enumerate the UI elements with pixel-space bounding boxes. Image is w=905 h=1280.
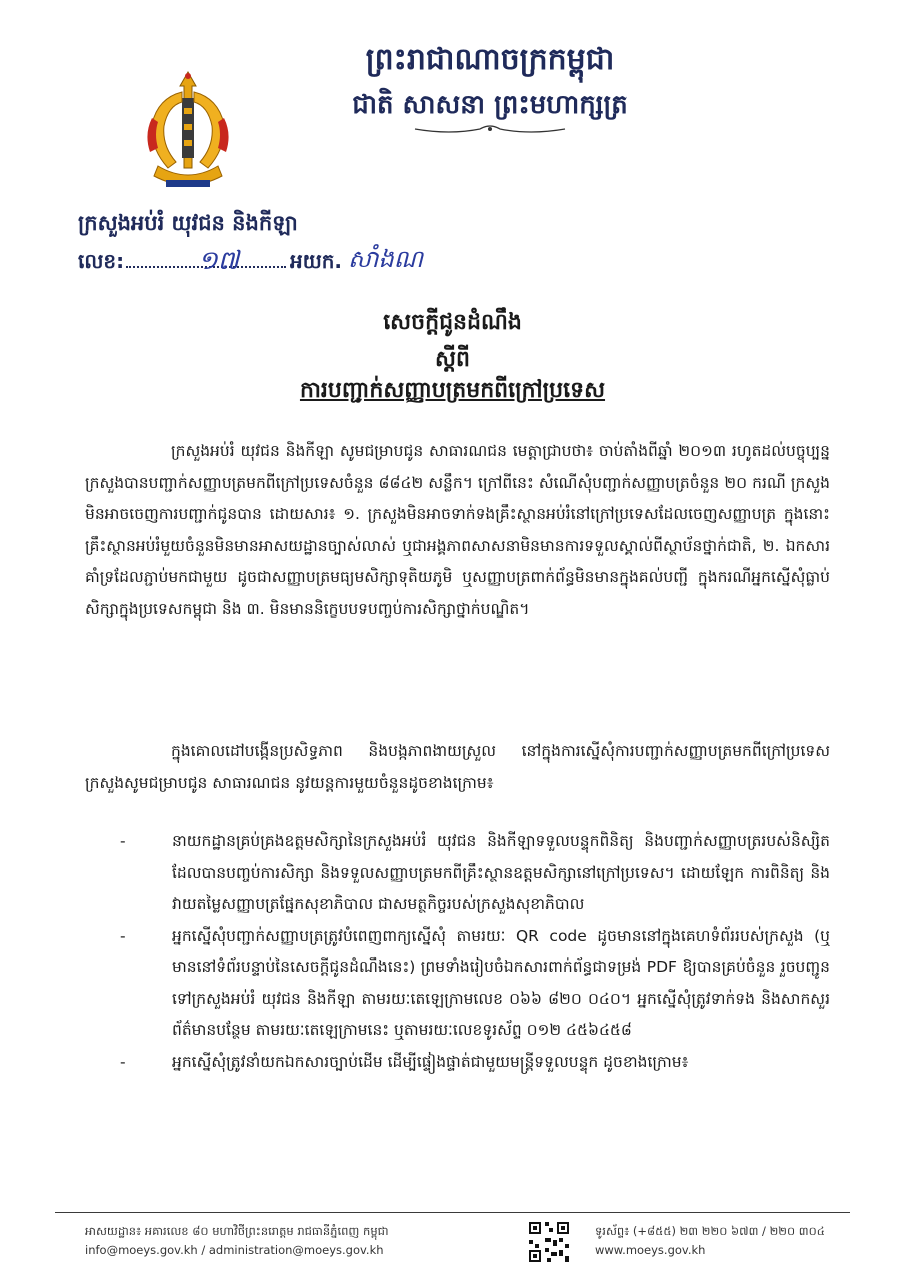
- list-item: [120, 921, 830, 1047]
- handwritten-number-code: សាំងណ: [348, 245, 423, 273]
- footer-divider: [55, 1212, 850, 1213]
- document-number: [78, 245, 423, 278]
- bullet-dash: -: [120, 926, 126, 945]
- list-item-text: អ្នកស្នើសុំបញ្ជាក់សញ្ញាបត្រត្រូវបំពេញពាក្យស្នើសុំ តាមរយៈ QR code ដូចមាននៅក្នុងគេហទំព័ររបស់ក្រសួង (ឬមាននៅទំព័របន្ទាប់នៃសេចក្តីជូនដំណឹងនេះ) ព្រមទាំងរៀបចំឯកសារពាក់ព័ន្ធជាទម្រង់ PDF ឱ្យបានគ្រប់ចំនួន រួចបញ្ជូនទៅក្រសួងអប់រំ យុវជន និងកីឡា តាមរយៈតេឡេក្រាមលេខ ០៦៦ ៨២០ ០៤០។ អ្នកស្នើសុំត្រូវទាក់ទង និងសាកសួរព័ត៌មានបន្ថែម តាមរយៈតេឡេក្រាមនេះ ឬតាមរយៈលេខទូរស័ព្ទ ០១២ ៤៥៦៤៥៨: [172, 926, 830, 1039]
- notice-subtitle-about: ស្តីពី: [435, 346, 470, 372]
- body-paragraph-1: ក្រសួងអប់រំ យុវជន និងកីឡា សូមជម្រាបជូន សាធារណជន មេត្តាជ្រាបថា៖ ចាប់តាំងពីឆ្នាំ ២០១៣ រហូតដល់បច្ចុប្បន្ន ក្រសួងបានបញ្ជាក់សញ្ញាបត្រមកពីក្រៅប្រទេសចំនួន ៨៨៤២ សន្លឹក។ ក្រៅពីនេះ សំណើសុំបញ្ជាក់សញ្ញាបត្រចំនួន ២០ ករណី ក្រសួងមិនអាចចេញការបញ្ជាក់ជូនបាន ដោយសារ៖ ១. ក្រសួងមិនអាចទាក់ទងគ្រឹះស្ថានអប់រំនៅក្រៅប្រទេសដែលចេញសញ្ញាបត្រ ក្នុងនោះ គ្រឹះស្ថានអប់រំមួយចំនួនមិនមានអាសយដ្ឋានច្បាស់លាស់ ឬជាអង្គភាពសាសនាមិនមានការទទួលស្គាល់ពីស្ថាប័នថ្នាក់ជាតិ, ២. ឯកសារគាំទ្រដែលភ្ជាប់មកជាមួយ ដូចជាសញ្ញាបត្រមធ្យមសិក្សាទុតិយភូមិ ឬសញ្ញាបត្រពាក់ព័ន្ធមិនមានក្នុងគល់បញ្ជី ក្នុងករណីអ្នកស្នើសុំធ្លាប់សិក្សាក្នុងប្រទេសកម្ពុជា និង ៣. មិនមាននិក្ខេបបទបញ្ចប់ការសិក្សាថ្នាក់បណ្ឌិត។: [85, 442, 830, 618]
- footer-contact: [85, 1222, 389, 1260]
- body-paragraph-2: ក្នុងគោលដៅបង្កើនប្រសិទ្ធភាព និងបង្កភាពងាយស្រួល នៅក្នុងការស្នើសុំការបញ្ជាក់សញ្ញាបត្រមកពីក្រៅប្រទេស ក្រសួងសូមជម្រាបជូន សាធារណជន នូវយន្តការមួយចំនួនដូចខាងក្រោម៖: [85, 742, 830, 792]
- ornament-divider-icon: [410, 122, 570, 136]
- notice-subject: ការបញ្ជាក់សញ្ញាបត្រមកពីក្រៅប្រទេស: [299, 377, 606, 403]
- list-item: [120, 1047, 830, 1079]
- kingdom-heading: ព្រះរាជាណាចក្រកម្ពុជា: [365, 42, 615, 77]
- number-suffix: អយក.: [290, 249, 343, 273]
- footer-phone: ទូរស័ព្ទ៖ (+៨៥៥) ២៣ ២២០ ៦៧៣ / ២២០ ៣០៤: [595, 1224, 825, 1238]
- bullet-dash: -: [120, 1052, 126, 1071]
- number-label: លេខ:: [78, 249, 125, 273]
- bullet-dash: -: [120, 832, 126, 850]
- notice-title: សេចក្តីជូនដំណឹង: [383, 309, 522, 335]
- handwritten-number: ១៧: [198, 246, 240, 276]
- mechanism-list: [120, 826, 830, 1078]
- ministry-name: ក្រសួងអប់រំ យុវជន និងកីឡា: [78, 210, 298, 235]
- footer-contact-right: [595, 1222, 825, 1260]
- footer-website[interactable]: www.moeys.gov.kh: [595, 1243, 706, 1257]
- footer-emails[interactable]: info@moeys.gov.kh / administration@moeys.gov.kh: [85, 1243, 384, 1257]
- list-item-text: អ្នកស្នើសុំត្រូវនាំយកឯកសារច្បាប់ដើម ដើម្បីផ្ទៀងផ្ទាត់ជាមួយមន្ត្រីទទួលបន្ទុក ដូចខាងក្រោម៖: [172, 1052, 689, 1071]
- qr-code-icon[interactable]: [527, 1220, 571, 1264]
- list-item-text: នាយកដ្ឋានគ្រប់គ្រងឧត្តមសិក្សានៃក្រសួងអប់រំ យុវជន និងកីឡាទទួលបន្ទុកពិនិត្យ និងបញ្ជាក់សញ្ញាបត្ររបស់និស្សិត ដែលបានបញ្ចប់ការសិក្សា និងទទួលសញ្ញាបត្រមកពីគ្រឹះស្ថានឧត្តមសិក្សានៅក្រៅប្រទេស។ ដោយឡែក ការពិនិត្យ និងវាយតម្លៃសញ្ញាបត្រផ្នែកសុខាភិបាល ជាសមត្ថកិច្ចរបស់ក្រសួងសុខាភិបាល: [172, 832, 830, 913]
- footer-address: អាសយដ្ឋាន៖ អគារលេខ ៨០ មហាវិថីព្រះនរោត្តម រាជធានីភ្នំពេញ កម្ពុជា: [85, 1224, 389, 1238]
- ministry-emblem-icon: [138, 68, 238, 196]
- list-item: [120, 826, 830, 921]
- national-motto: ជាតិ សាសនា ព្រះមហាក្សត្រ: [352, 90, 628, 120]
